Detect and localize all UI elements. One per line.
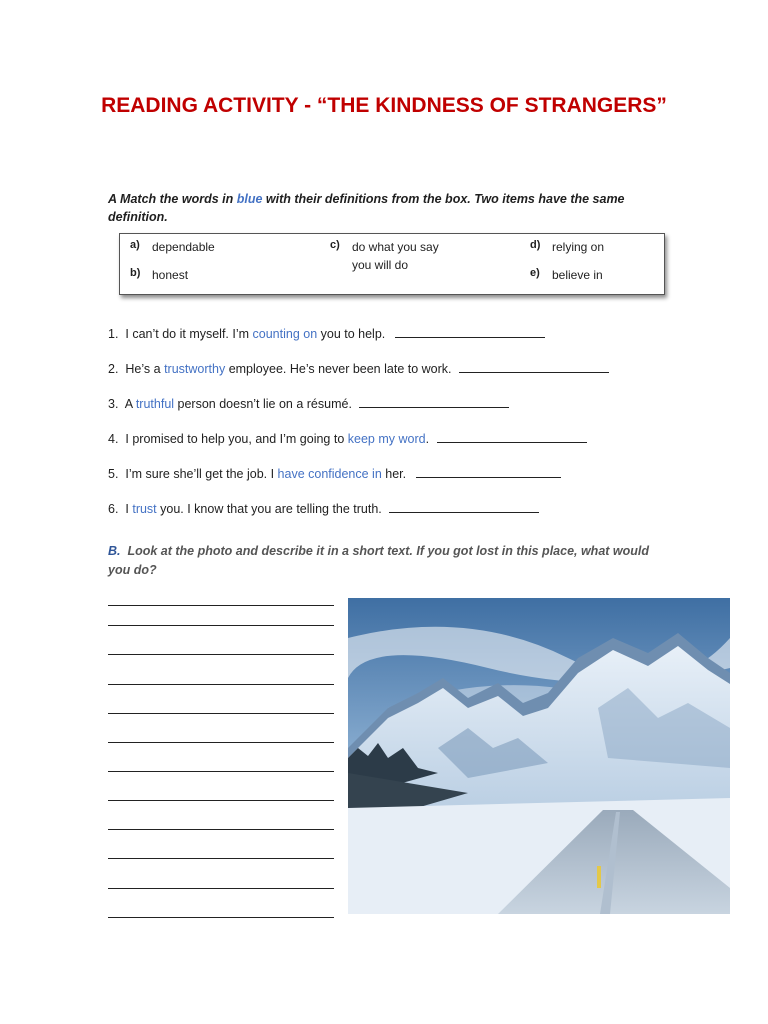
question-text-after: . (425, 432, 430, 446)
writing-line[interactable] (108, 742, 334, 743)
answer-blank[interactable] (437, 430, 587, 443)
writing-line[interactable] (108, 605, 334, 606)
writing-line[interactable] (108, 888, 334, 889)
writing-line[interactable] (108, 654, 334, 655)
question-text-after: her. (381, 467, 407, 481)
question-number: 5. (108, 467, 119, 481)
snowy-mountain-road-photo (348, 598, 730, 914)
answer-blank[interactable] (389, 500, 539, 513)
question-highlight: counting on (252, 327, 318, 341)
question-highlight: trustworthy (164, 362, 226, 376)
question-number: 6. (108, 502, 119, 516)
question-6 (108, 500, 539, 516)
writing-line[interactable] (108, 771, 334, 772)
question-text-after: you. I know that you are telling the truth. (156, 502, 382, 516)
definition-a (130, 238, 215, 256)
section-a-instructions (108, 190, 628, 226)
section-b-label: B. (108, 544, 121, 558)
question-highlight: keep my word (347, 432, 426, 446)
question-text-before: I can’t do it myself. I’m (125, 327, 253, 341)
question-text-before: A (124, 397, 136, 411)
answer-blank[interactable] (359, 395, 509, 408)
answer-blank[interactable] (395, 325, 545, 338)
question-number: 3. (108, 397, 119, 411)
question-highlight: trust (132, 502, 157, 516)
question-text-after: employee. He’s never been late to work. (225, 362, 452, 376)
question-text-before: I (125, 502, 133, 516)
section-a-blue-word: blue (236, 192, 263, 206)
question-1 (108, 325, 545, 341)
writing-line[interactable] (108, 625, 334, 626)
question-highlight: have confidence in (277, 467, 382, 481)
definition-text: relying on (552, 240, 605, 254)
question-3 (108, 395, 509, 411)
definition-letter: e) (530, 267, 540, 279)
question-text-before: I promised to help you, and I’m going to (125, 432, 348, 446)
question-text-before: I’m sure she’ll get the job. I (125, 467, 278, 481)
definition-letter: d) (530, 239, 541, 251)
question-2 (108, 360, 609, 376)
page-title: READING ACTIVITY - “THE KINDNESS OF STRANGERS” (101, 94, 667, 117)
writing-line[interactable] (108, 829, 334, 830)
writing-line[interactable] (108, 800, 334, 801)
answer-blank[interactable] (459, 360, 609, 373)
writing-line[interactable] (108, 858, 334, 859)
question-4 (108, 430, 587, 446)
definition-text: honest (152, 268, 189, 282)
question-number: 2. (108, 362, 119, 376)
definition-letter: b) (130, 267, 141, 279)
answer-blank[interactable] (416, 465, 561, 478)
question-number: 1. (108, 327, 119, 341)
section-b-instructions (108, 542, 658, 580)
definition-c (330, 238, 452, 274)
question-text-after: person doesn’t lie on a résumé. (174, 397, 352, 411)
section-a-suffix: with their definitions from the box. Two items have the same definition. (108, 192, 625, 224)
definition-letter: a) (130, 239, 140, 251)
writing-line[interactable] (108, 713, 334, 714)
question-text-after: you to help. (317, 327, 386, 341)
definition-letter: c) (330, 239, 340, 251)
question-5 (108, 465, 561, 481)
question-highlight: truthful (135, 397, 175, 411)
question-number: 4. (108, 432, 119, 446)
section-b-text: Look at the photo and describe it in a short text. If you got lost in this place, what would you do? (108, 544, 650, 577)
section-a-prefix: A Match the words in (108, 192, 237, 206)
definition-e (530, 266, 603, 284)
definition-b (130, 266, 188, 284)
writing-line[interactable] (108, 684, 334, 685)
definition-text: believe in (552, 268, 603, 282)
definitions-box (119, 233, 665, 295)
question-text-before: He’s a (125, 362, 165, 376)
writing-line[interactable] (108, 917, 334, 918)
definition-text: do what you say you will do (352, 240, 439, 272)
definition-text: dependable (152, 240, 215, 254)
definition-d (530, 238, 604, 256)
